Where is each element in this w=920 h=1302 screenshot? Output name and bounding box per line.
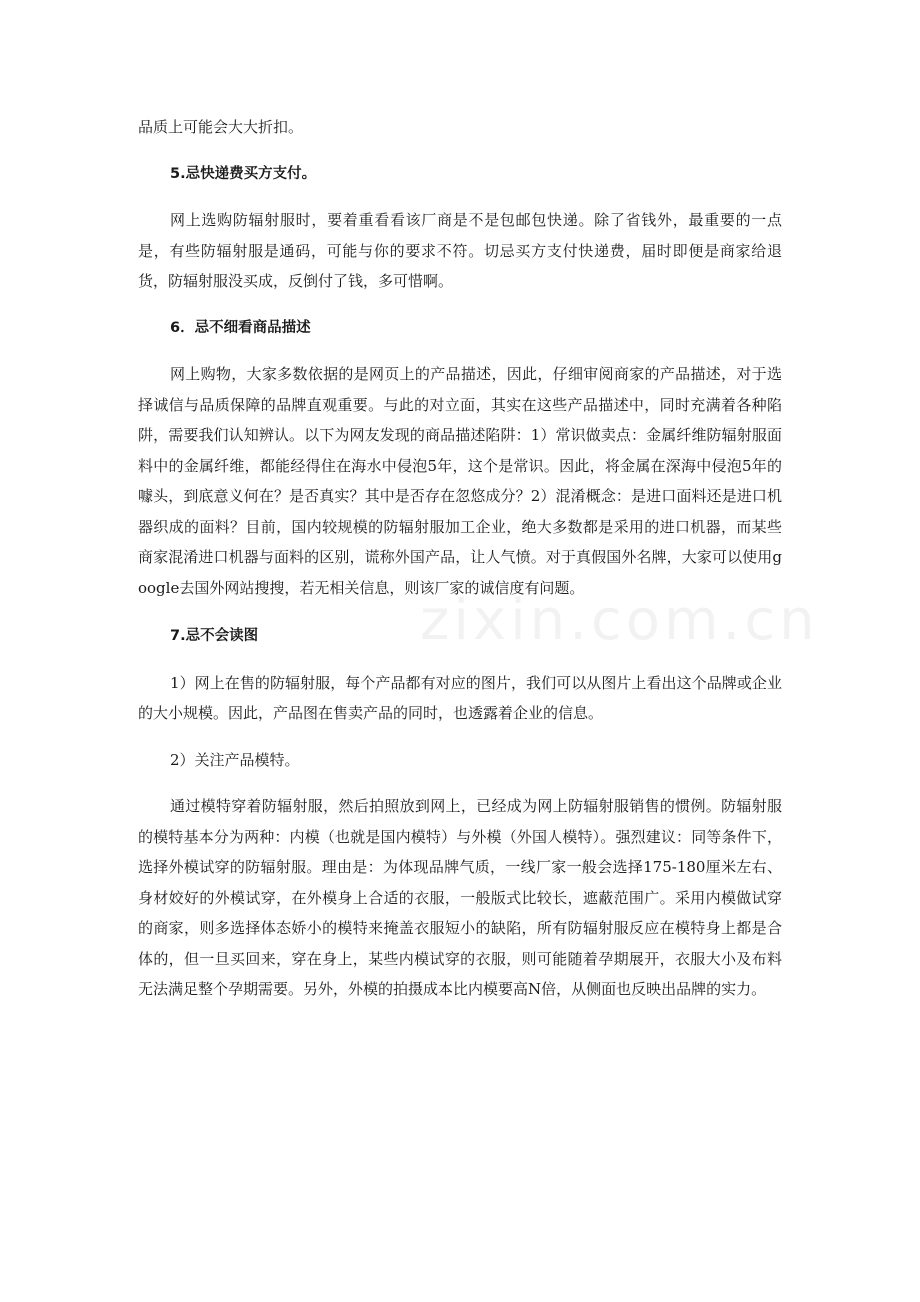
- paragraph-models-heading: 2）关注产品模特。: [170, 750, 300, 769]
- paragraph-continuation: 品质上可能会大大折扣。: [138, 118, 304, 136]
- watermark: zixin.com.cn: [420, 588, 819, 653]
- paragraph-shipping: 网上选购防辐射服时，要着重看看该厂商是不是包邮包快递。除了省钱外，最重要的一点是，有些防辐射服是通码，可能与你的要求不符。切忌买方支付快递费，届时即便是商家给退货，防辐射服没买成，反倒付了钱，多可惜啊。: [138, 211, 782, 290]
- paragraph-models: 通过模特穿着防辐射服，然后拍照放到网上，已经成为网上防辐射服销售的惯例。防辐射服的模特基本分为两种：内模（也就是国内模特）与外模（外国人模特）。强烈建议：同等条件下，选择外模试穿的防辐射服。理由是：为体现品牌气质，一线厂家一般会选择175-180厘米左右、身材姣好的外模试穿，在外模身上合适的衣服，一般版式比较长，遮蔽范围广。采用内模做试穿的商家，则多选择体态娇小的模特来掩盖衣服短小的缺陷，所有防辐射服反应在模特身上都是合体的，但一旦买回来，穿在身上，某些内模试穿的衣服，则可能随着孕期展开，衣服大小及布料无法满足整个孕期需要。另外，外模的拍摄成本比内模要高N倍，从侧面也反映出品牌的实力。: [138, 797, 782, 998]
- paragraph-description: 网上购物，大家多数依据的是网页上的产品描述，因此，仔细审阅商家的产品描述，对于选择诚信与品质保障的品牌直观重要。与此的对立面，其实在这些产品描述中，同时充满着各种陷阱，需要我们认知辨认。以下为网友发现的商品描述陷阱：1）常识做卖点：金属纤维防辐射服面料中的金属纤维，都能经得住在海水中侵泡5年，这个是常识。因此，将金属在深海中侵泡5年的噱头，到底意义何在？是否真实？其中是否存在忽悠成分？2）混淆概念：是进口面料还是进口机器织成的面料？目前，国内较规模的防辐射服加工企业，绝大多数都是采用的进口机器，而某些商家混淆进口机器与面料的区别，谎称外国产品，让人气愤。对于真假国外名牌，大家可以使用google去国外网站搜搜，若无相关信息，则该厂家的诚信度有问题。: [138, 365, 782, 597]
- section-heading-5: 5.忌快递费买方支付。: [170, 165, 317, 182]
- section-heading-7: 7.忌不会读图: [170, 628, 259, 644]
- document-body: [138, 112, 782, 1005]
- paragraph-images: 1）网上在售的防辐射服，每个产品都有对应的图片，我们可以从图片上看出这个品牌或企业的大小规模。因此，产品图在售卖产品的同时，也透露着企业的信息。: [138, 673, 782, 722]
- section-heading-6: 6．忌不细看商品描述: [170, 319, 311, 336]
